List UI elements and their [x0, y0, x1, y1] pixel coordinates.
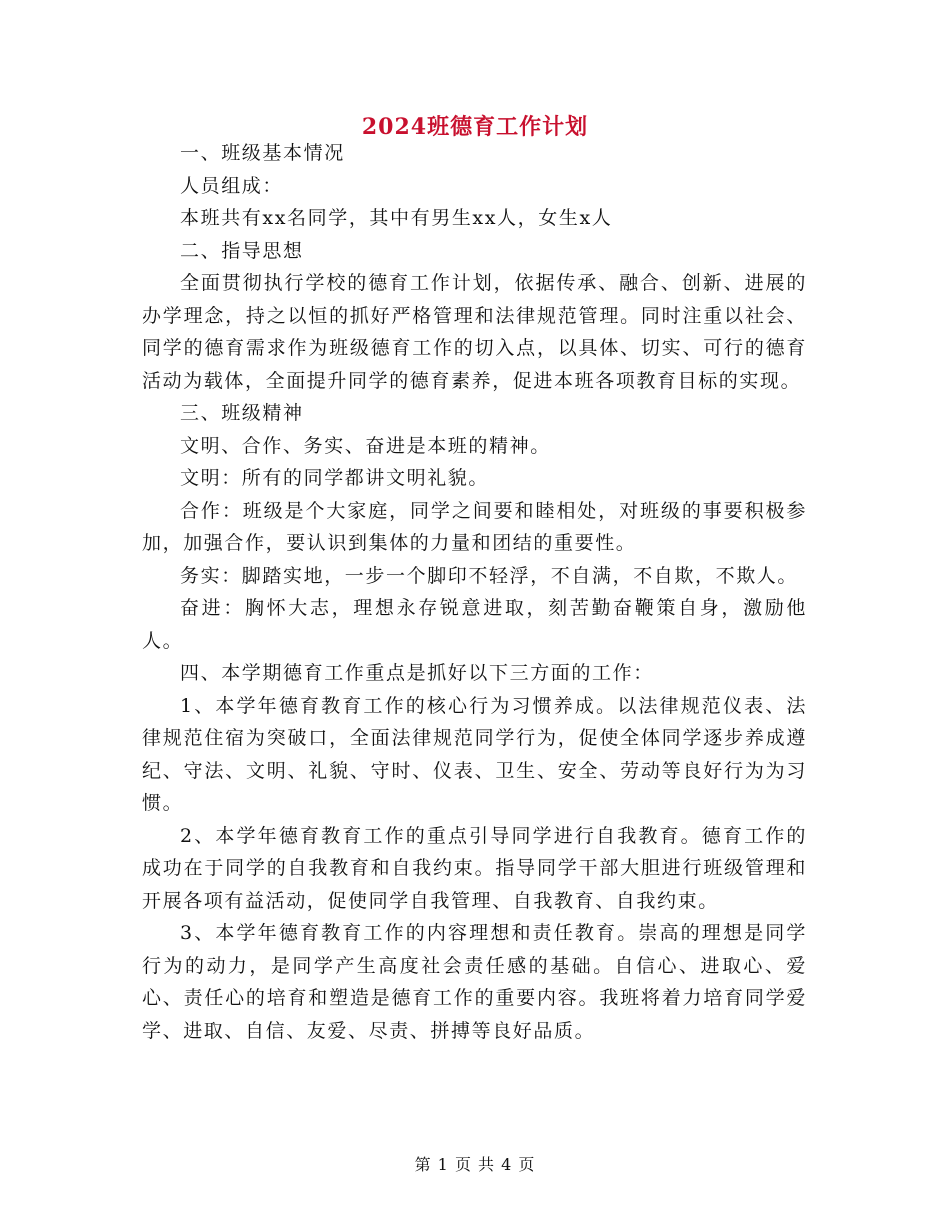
paragraph-members: 本班共有xx名同学，其中有男生xx人，女生x人: [180, 207, 613, 229]
paragraph-members-label: 人员组成：: [180, 174, 284, 197]
paragraph-class-spirit: 文明、合作、务实、奋进是本班的精神。: [180, 434, 551, 457]
paragraph-cooperation: 合作：班级是个大家庭，同学之间要和睦相处，对班级的事要积极参加，加强合作，要认识到集体的力量和团结的重要性。: [142, 499, 807, 554]
paragraph-pragmatism: 务实：脚踏实地，一步一个脚印不轻浮，不自满，不自欺，不欺人。: [180, 564, 799, 587]
paragraph-guiding-thought: 全面贯彻执行学校的德育工作计划，依据传承、融合、创新、进展的办学理念，持之以恒的抓好严格管理和法律规范管理。同时注重以社会、同学的德育需求作为班级德育工作的切入点，以具体、切实、可行的德育活动为载体，全面提升同学的德育素养，促进本班各项教育目标的实现。: [142, 272, 807, 392]
paragraph-civility: 文明：所有的同学都讲文明礼貌。: [180, 467, 490, 489]
paragraph-key-work-2: 2、本学年德育教育工作的重点引导同学进行自我教育。德育工作的成功在于同学的自我教育和自我约束。指导同学干部大胆进行班级管理和开展各项有益活动，促使同学自我管理、自我教育、自我约束。: [142, 824, 807, 912]
paragraph-key-work-3: 3、本学年德育教育工作的内容理想和责任教育。崇高的理想是同学行为的动力，是同学产生高度社会责任感的基础。自信心、进取心、爱心、责任心的培育和塑造是德育工作的重要内容。我班将着力培育同学爱学、进取、自信、友爱、尽责、拼搏等良好品质。: [142, 922, 807, 1042]
document-body: [142, 137, 807, 1047]
paragraph-key-work-1: 1、本学年德育教育工作的核心行为习惯养成。以法律规范仪表、法律规范住宿为突破口，全面法律规范同学行为，促使全体同学逐步养成遵纪、守法、文明、礼貌、守时、仪表、卫生、安全、劳动等良好行为为习惯。: [142, 694, 807, 814]
paragraph-striving: 奋进：胸怀大志，理想永存锐意进取，刻苦勤奋鞭策自身，激励他人。: [142, 597, 807, 652]
section-heading-guiding-thought: 二、指导思想: [180, 239, 304, 262]
document-title: 2024班德育工作计划: [361, 114, 589, 140]
page-number-footer: 第 1 页 共 4 页: [414, 1155, 536, 1174]
section-heading-basic-info: 一、班级基本情况: [180, 142, 345, 164]
section-heading-key-work: 四、本学期德育工作重点是抓好以下三方面的工作：: [180, 662, 654, 684]
section-heading-class-spirit: 三、班级精神: [180, 402, 304, 424]
